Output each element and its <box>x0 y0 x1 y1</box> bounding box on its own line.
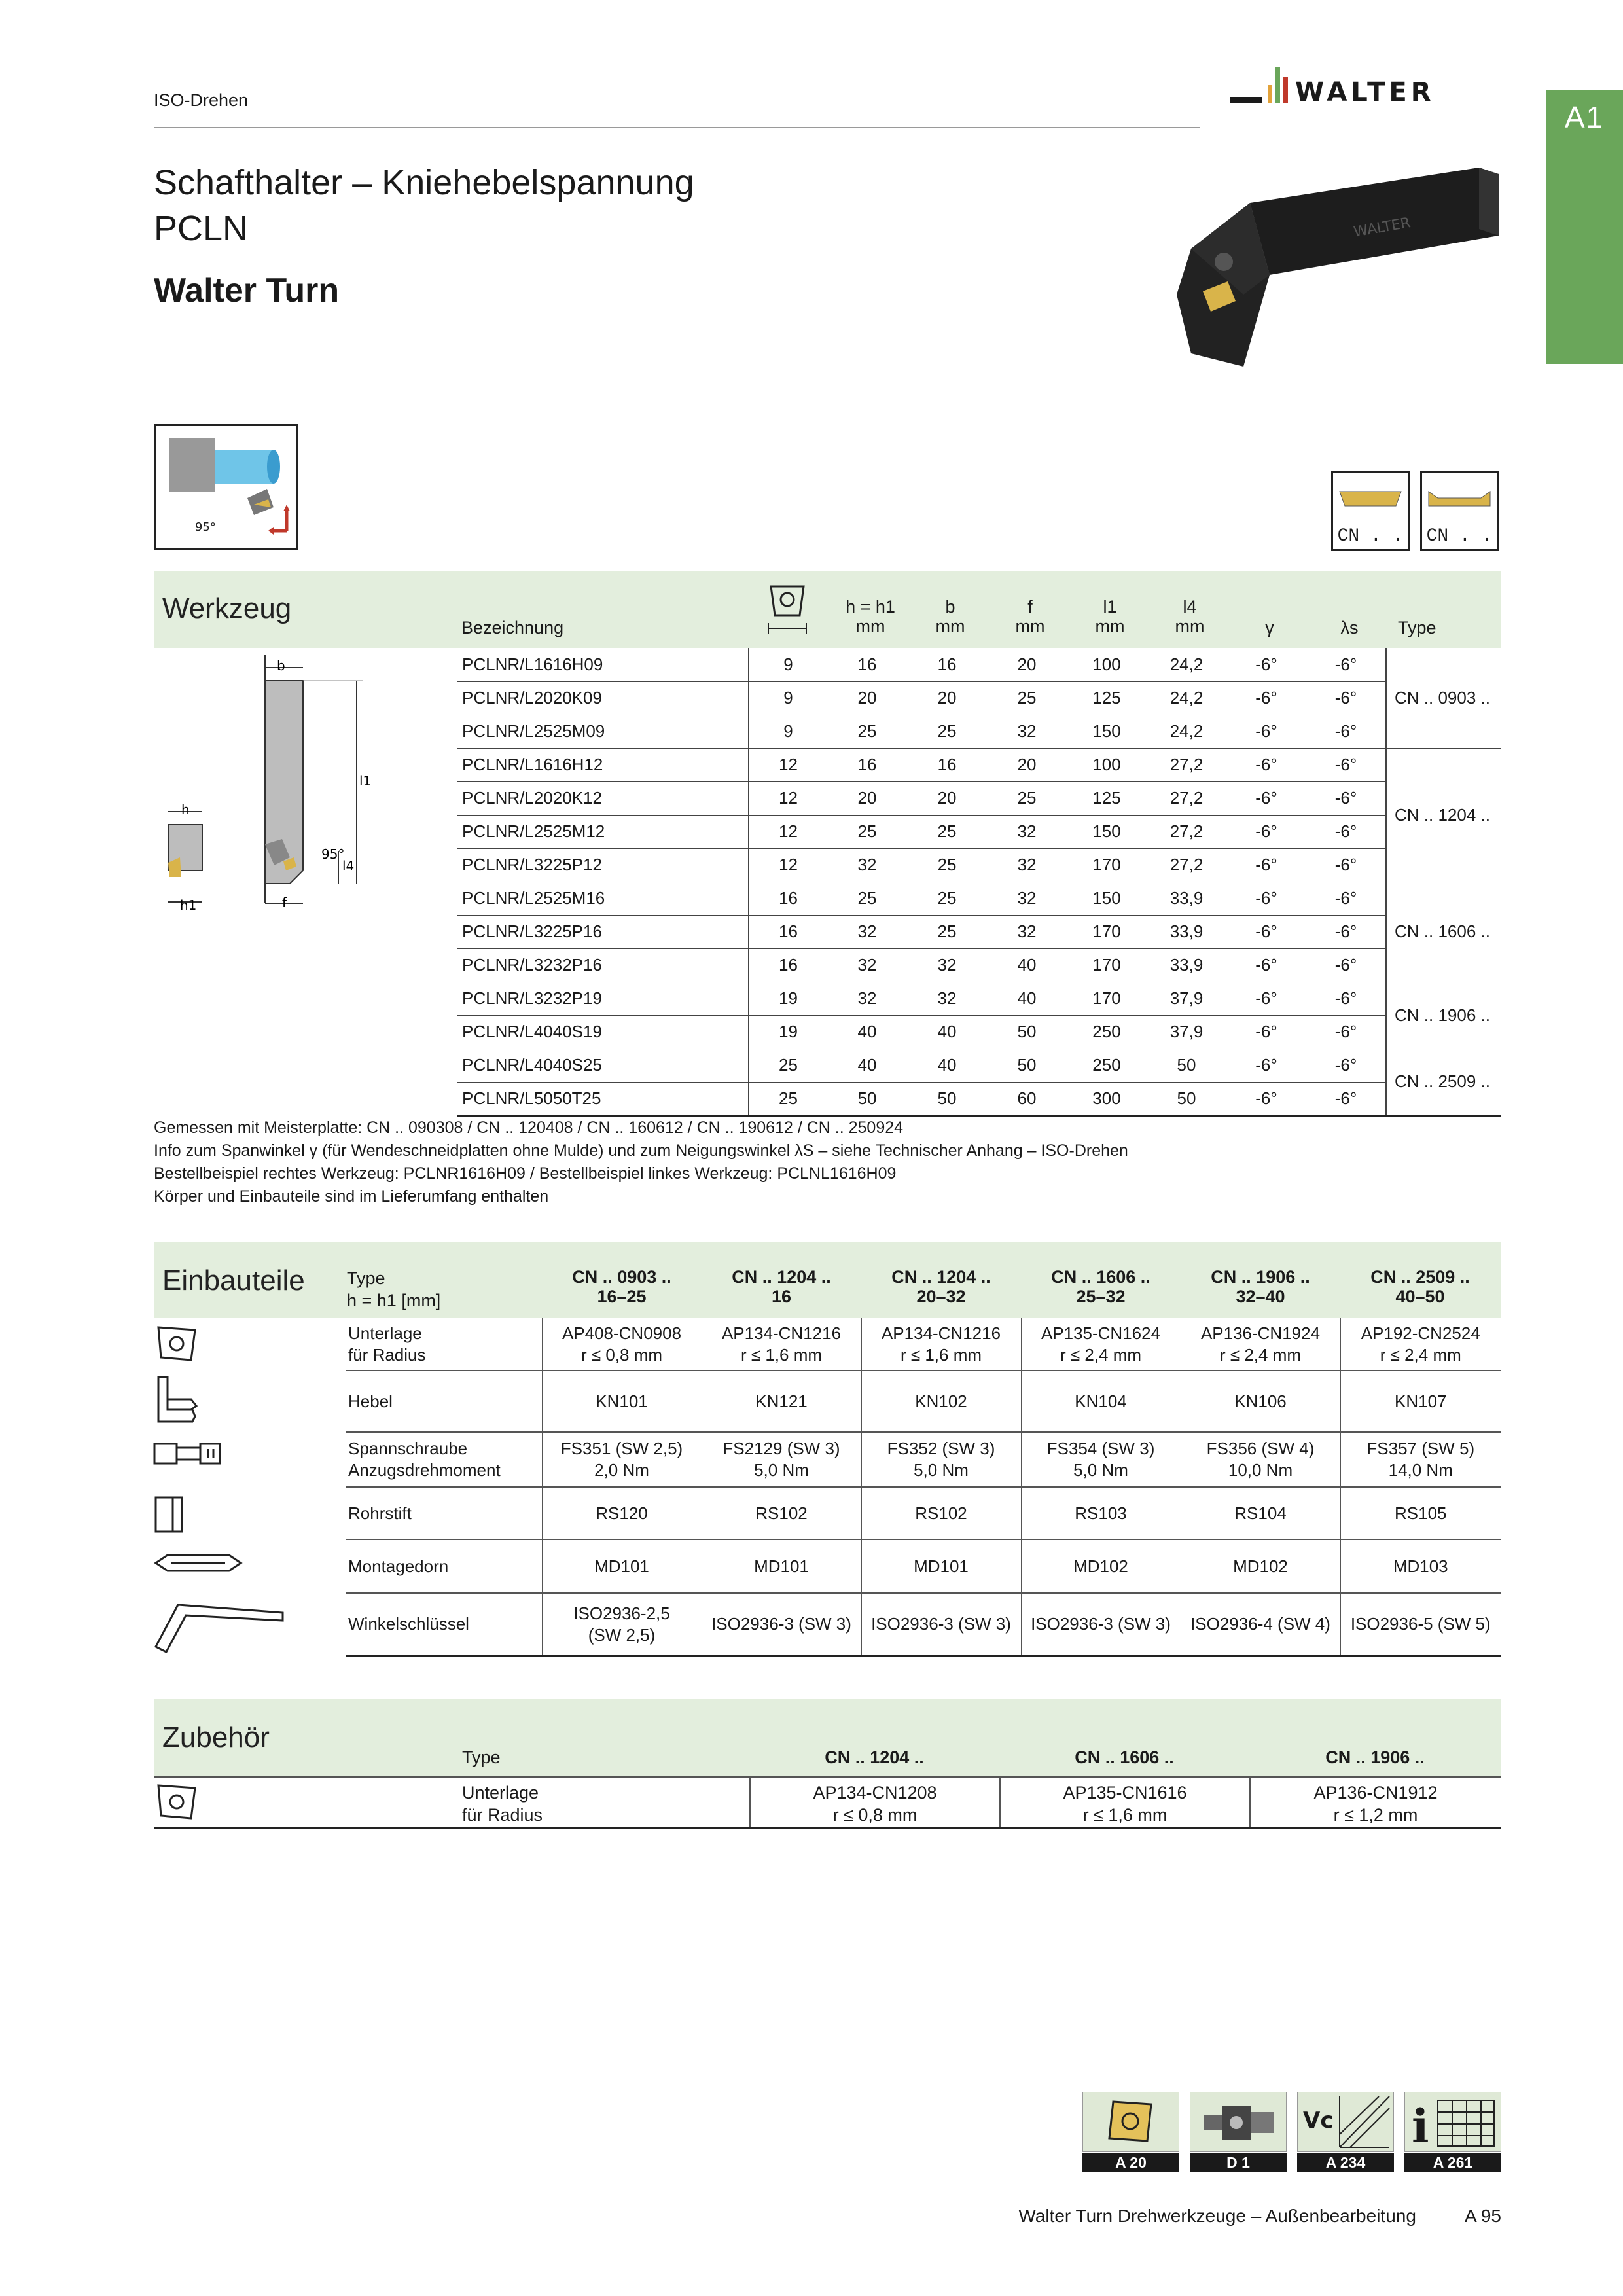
table-cell: 37,9 <box>1147 982 1226 1015</box>
ref-adaptor[interactable] <box>1190 2092 1287 2172</box>
table-cell: 27,2 <box>1147 848 1226 882</box>
shim-icon <box>154 1323 200 1364</box>
table-cell: 16 <box>749 948 827 982</box>
part-cell: MD102 <box>1181 1539 1340 1593</box>
operation-icon <box>154 424 298 550</box>
part-label: Unterlage für Radius <box>346 1318 542 1371</box>
table-cell: 25 <box>749 1049 827 1082</box>
table-cell: 20 <box>907 781 987 815</box>
table-cell: 50 <box>1147 1049 1226 1082</box>
table-cell: -6° <box>1306 648 1386 681</box>
tool-dimension-drawing <box>154 655 455 929</box>
table-cell: 32 <box>827 982 907 1015</box>
table-cell: 27,2 <box>1147 748 1226 781</box>
table-cell: 12 <box>749 848 827 882</box>
table-cell: 40 <box>827 1015 907 1049</box>
table-row <box>457 748 1501 781</box>
svg-text:h1: h1 <box>180 897 197 913</box>
part-label: Winkelschlüssel <box>346 1593 542 1656</box>
table-cell: 24,2 <box>1147 681 1226 715</box>
table-cell: 33,9 <box>1147 882 1226 915</box>
table-cell: 16 <box>749 882 827 915</box>
ref-label: A 234 <box>1297 2153 1394 2172</box>
insert-type: CN .. 1606 .. <box>1386 882 1501 982</box>
part-cell: KN106 <box>1181 1371 1340 1432</box>
table-cell: 50 <box>907 1082 987 1115</box>
ref-info[interactable] <box>1404 2092 1501 2172</box>
part-cell: ISO2936-3 (SW 3) <box>1021 1593 1181 1656</box>
part-label: Rohrstift <box>346 1487 542 1539</box>
insert-badge-label: CN . . <box>1337 526 1404 547</box>
ref-cutting-data[interactable] <box>1297 2092 1394 2172</box>
table-cell: -6° <box>1226 948 1306 982</box>
part-cell: ISO2936-4 (SW 4) <box>1181 1593 1340 1656</box>
part-cell: FS2129 (SW 3) 5,0 Nm <box>702 1432 861 1487</box>
table-cell: -6° <box>1306 1082 1386 1115</box>
col-f: f mm <box>1015 597 1045 636</box>
clamping-screw-icon <box>152 1439 224 1469</box>
svg-text:95°: 95° <box>321 846 345 862</box>
table-cell: 20 <box>907 681 987 715</box>
table-cell: 9 <box>749 681 827 715</box>
svg-text:l1: l1 <box>359 773 372 789</box>
table-cell: -6° <box>1306 948 1386 982</box>
col-gamma: γ <box>1265 618 1274 637</box>
page-subtitle: Walter Turn <box>154 272 340 310</box>
table-cell: -6° <box>1226 648 1306 681</box>
footer-title: Walter Turn Drehwerkzeuge – Außenbearbeitung <box>1018 2206 1416 2226</box>
header-divider <box>154 127 1200 128</box>
table-cell: 20 <box>987 648 1067 681</box>
table-cell: -6° <box>1306 715 1386 748</box>
part-cell: FS354 (SW 3) 5,0 Nm <box>1021 1432 1181 1487</box>
table-row <box>457 848 1501 882</box>
insert-badge-negative <box>1331 471 1410 551</box>
table-cell: 150 <box>1067 715 1147 748</box>
part-cell: MD103 <box>1340 1539 1501 1593</box>
table-cell: -6° <box>1306 1015 1386 1049</box>
table-row <box>457 681 1501 715</box>
table-row <box>457 815 1501 848</box>
part-cell: RS102 <box>702 1487 861 1539</box>
part-cell: KN104 <box>1021 1371 1181 1432</box>
table-cell: 25 <box>987 781 1067 815</box>
table-cell: 25 <box>907 815 987 848</box>
einbauteile-col-head: CN .. 1606 .. 25–32 <box>1051 1267 1150 1306</box>
part-label: Spannschraube Anzugsdrehmoment <box>346 1432 542 1487</box>
table-cell: -6° <box>1306 815 1386 848</box>
zubehoer-cell: AP135-CN1616 r ≤ 1,6 mm <box>999 1778 1249 1827</box>
table-row <box>457 715 1501 748</box>
table-cell: 125 <box>1067 781 1147 815</box>
table-row <box>346 1371 1501 1432</box>
werkzeug-title: Werkzeug <box>162 592 292 624</box>
table-cell: -6° <box>1226 681 1306 715</box>
zubehoer-type-label: Type <box>462 1748 501 1767</box>
part-cell: KN102 <box>861 1371 1021 1432</box>
table-cell: -6° <box>1226 915 1306 948</box>
table-cell: 300 <box>1067 1082 1147 1115</box>
part-cell: KN121 <box>702 1371 861 1432</box>
svg-text:l4: l4 <box>342 858 355 874</box>
table-cell: 24,2 <box>1147 648 1226 681</box>
page-number: A 95 <box>1464 2206 1501 2226</box>
table-cell: -6° <box>1226 1015 1306 1049</box>
table-row <box>457 648 1501 681</box>
table-cell: 50 <box>987 1049 1067 1082</box>
tool-designation: PCLNR/L2525M12 <box>457 815 749 848</box>
part-cell: MD101 <box>861 1539 1021 1593</box>
table-cell: 100 <box>1067 648 1147 681</box>
table-cell: -6° <box>1306 982 1386 1015</box>
table-cell: 9 <box>749 715 827 748</box>
insert-type: CN .. 0903 .. <box>1386 648 1501 748</box>
table-cell: 170 <box>1067 948 1147 982</box>
part-cell: FS356 (SW 4) 10,0 Nm <box>1181 1432 1340 1487</box>
col-h: h = h1 mm <box>846 597 895 636</box>
table-cell: 32 <box>827 915 907 948</box>
table-cell: 16 <box>827 648 907 681</box>
part-cell: RS102 <box>861 1487 1021 1539</box>
table-cell: 100 <box>1067 748 1147 781</box>
table-cell: 32 <box>827 848 907 882</box>
table-cell: 50 <box>1147 1082 1226 1115</box>
table-row <box>457 948 1501 982</box>
table-cell: -6° <box>1306 748 1386 781</box>
svg-text:b: b <box>277 658 285 673</box>
page-title-code: PCLN <box>154 209 249 248</box>
lever-icon <box>152 1373 204 1426</box>
table-cell: -6° <box>1306 848 1386 882</box>
table-row <box>457 915 1501 948</box>
mounting-pin-icon <box>152 1550 245 1576</box>
table-cell: 16 <box>749 915 827 948</box>
part-label: Hebel <box>346 1371 542 1432</box>
table-cell: 40 <box>907 1049 987 1082</box>
table-cell: -6° <box>1306 882 1386 915</box>
table-cell: 33,9 <box>1147 915 1226 948</box>
insert-type: CN .. 1204 .. <box>1386 748 1501 882</box>
tool-designation: PCLNR/L4040S25 <box>457 1049 749 1082</box>
tool-designation: PCLNR/L2525M16 <box>457 882 749 915</box>
zubehoer-cell: AP136-CN1912 r ≤ 1,2 mm <box>1249 1778 1501 1827</box>
table-cell: -6° <box>1226 1049 1306 1082</box>
table-cell: 20 <box>827 781 907 815</box>
table-cell: 40 <box>987 982 1067 1015</box>
part-cell: MD102 <box>1021 1539 1181 1593</box>
chapter-tab-label: A1 <box>1564 100 1605 134</box>
table-cell: -6° <box>1306 915 1386 948</box>
table-cell: -6° <box>1226 748 1306 781</box>
zubehoer-col-head: CN .. 1606 .. <box>1075 1748 1174 1767</box>
table-cell: 25 <box>827 882 907 915</box>
part-cell: RS103 <box>1021 1487 1181 1539</box>
zubehoer-col-head: CN .. 1204 .. <box>825 1748 924 1767</box>
table-cell: 32 <box>987 848 1067 882</box>
part-cell: AP134-CN1216 r ≤ 1,6 mm <box>702 1318 861 1371</box>
col-type: Type <box>1398 618 1436 637</box>
note-line: Körper und Einbauteile sind im Lieferumfang enthalten <box>154 1187 549 1206</box>
table-cell: 25 <box>907 715 987 748</box>
part-cell: AP408-CN0908 r ≤ 0,8 mm <box>542 1318 702 1371</box>
col-lambda: λs <box>1340 618 1359 637</box>
table-cell: 40 <box>987 948 1067 982</box>
insert-size-icon <box>767 583 808 636</box>
table-cell: 12 <box>749 748 827 781</box>
svg-text:WALTER: WALTER <box>1295 77 1435 107</box>
table-cell: 25 <box>827 715 907 748</box>
table-cell: 25 <box>749 1082 827 1115</box>
einbauteile-type-label: Type h = h1 [mm] <box>347 1268 441 1310</box>
table-cell: -6° <box>1226 848 1306 882</box>
tool-designation: PCLNR/L2020K09 <box>457 681 749 715</box>
insert-type: CN .. 1906 .. <box>1386 982 1501 1049</box>
part-cell: AP134-CN1216 r ≤ 1,6 mm <box>861 1318 1021 1371</box>
table-cell: 50 <box>827 1082 907 1115</box>
part-label: Montagedorn <box>346 1539 542 1593</box>
svg-text:i: i <box>1412 2099 1429 2151</box>
table-cell: 20 <box>987 748 1067 781</box>
svg-text:WALTER: WALTER <box>1352 215 1412 241</box>
ref-insert[interactable] <box>1082 2092 1179 2172</box>
table-row <box>346 1487 1501 1539</box>
table-cell: 32 <box>987 715 1067 748</box>
einbauteile-table <box>346 1318 1501 1657</box>
col-b: b mm <box>935 597 965 636</box>
part-cell: ISO2936-2,5 (SW 2,5) <box>542 1593 702 1656</box>
table-cell: 50 <box>987 1015 1067 1049</box>
table-cell: 125 <box>1067 681 1147 715</box>
table-cell: 170 <box>1067 848 1147 882</box>
table-row <box>457 882 1501 915</box>
shim-icon <box>154 1782 200 1822</box>
section-label: ISO-Drehen <box>154 90 249 110</box>
insert-badge-label: CN . . <box>1426 526 1493 547</box>
einbauteile-col-head: CN .. 1906 .. 32–40 <box>1211 1267 1310 1306</box>
hex-key-icon <box>152 1596 289 1656</box>
part-cell: RS105 <box>1340 1487 1501 1539</box>
table-row <box>457 1082 1501 1115</box>
table-row <box>457 1049 1501 1082</box>
einbauteile-title: Einbauteile <box>162 1265 305 1297</box>
insert-type: CN .. 2509 .. <box>1386 1049 1501 1115</box>
table-cell: 250 <box>1067 1015 1147 1049</box>
table-row <box>346 1539 1501 1593</box>
table-cell: 32 <box>987 815 1067 848</box>
part-cell: ISO2936-3 (SW 3) <box>702 1593 861 1656</box>
table-row <box>346 1432 1501 1487</box>
table-cell: -6° <box>1306 781 1386 815</box>
part-cell: ISO2936-5 (SW 5) <box>1340 1593 1501 1656</box>
ref-label: A 20 <box>1082 2153 1179 2172</box>
einbauteile-col-head: CN .. 1204 .. 20–32 <box>891 1267 991 1306</box>
col-l1: l1 mm <box>1095 597 1125 636</box>
part-cell: FS351 (SW 2,5) 2,0 Nm <box>542 1432 702 1487</box>
note-line: Gemessen mit Meisterplatte: CN .. 090308 / CN .. 120408 / CN .. 160612 / CN .. 190612 / CN .. 250924 <box>154 1119 904 1137</box>
part-cell: RS120 <box>542 1487 702 1539</box>
table-cell: -6° <box>1226 882 1306 915</box>
ref-label: D 1 <box>1190 2153 1287 2172</box>
tool-designation: PCLNR/L3232P16 <box>457 948 749 982</box>
table-cell: 25 <box>987 681 1067 715</box>
part-cell: AP192-CN2524 r ≤ 2,4 mm <box>1340 1318 1501 1371</box>
werkzeug-notes <box>154 1117 1128 1208</box>
table-cell: 16 <box>907 748 987 781</box>
table-cell: 150 <box>1067 882 1147 915</box>
tool-designation: PCLNR/L1616H09 <box>457 648 749 681</box>
part-cell: MD101 <box>702 1539 861 1593</box>
table-cell: 170 <box>1067 915 1147 948</box>
zubehoer-cell: AP134-CN1208 r ≤ 0,8 mm <box>749 1778 999 1827</box>
table-cell: -6° <box>1226 982 1306 1015</box>
table-cell: -6° <box>1226 781 1306 815</box>
footer <box>1018 2206 1501 2227</box>
ref-label: A 261 <box>1404 2153 1501 2172</box>
zubehoer-bottom-rule <box>154 1827 1501 1829</box>
table-cell: 19 <box>749 1015 827 1049</box>
table-row <box>457 781 1501 815</box>
page-title: Schafthalter – Kniehebelspannung <box>154 163 694 202</box>
svg-text:h: h <box>181 802 190 817</box>
table-cell: -6° <box>1226 715 1306 748</box>
table-cell: 150 <box>1067 815 1147 848</box>
table-cell: 24,2 <box>1147 715 1226 748</box>
table-cell: 16 <box>827 748 907 781</box>
table-cell: 40 <box>827 1049 907 1082</box>
table-cell: 60 <box>987 1082 1067 1115</box>
insert-badge-chipbreaker <box>1420 471 1499 551</box>
tool-designation: PCLNR/L2525M09 <box>457 715 749 748</box>
tube-pin-icon <box>152 1494 188 1535</box>
svg-text:Vc: Vc <box>1303 2108 1334 2134</box>
part-cell: KN101 <box>542 1371 702 1432</box>
table-cell: -6° <box>1306 681 1386 715</box>
table-cell: 32 <box>987 915 1067 948</box>
table-row <box>346 1318 1501 1371</box>
table-cell: 16 <box>907 648 987 681</box>
einbauteile-col-head: CN .. 2509 .. 40–50 <box>1370 1267 1470 1306</box>
zubehoer-col-head: CN .. 1906 .. <box>1325 1748 1425 1767</box>
table-row <box>457 1015 1501 1049</box>
table-cell: 20 <box>827 681 907 715</box>
zubehoer-row-label: Unterlage für Radius <box>462 1783 543 1825</box>
tool-designation: PCLNR/L4040S19 <box>457 1015 749 1049</box>
table-cell: 25 <box>907 848 987 882</box>
table-cell: 170 <box>1067 982 1147 1015</box>
chapter-tab <box>1546 90 1623 364</box>
table-cell: 32 <box>987 882 1067 915</box>
einbauteile-col-head: CN .. 0903 .. 16–25 <box>572 1267 671 1306</box>
table-cell: 32 <box>907 982 987 1015</box>
table-cell: -6° <box>1226 815 1306 848</box>
tool-designation: PCLNR/L2020K12 <box>457 781 749 815</box>
part-cell: AP136-CN1924 r ≤ 2,4 mm <box>1181 1318 1340 1371</box>
part-cell: FS357 (SW 5) 14,0 Nm <box>1340 1432 1501 1487</box>
note-line: Bestellbeispiel rechtes Werkzeug: PCLNR1616H09 / Bestellbeispiel linkes Werkzeug: PCLNL1616H09 <box>154 1164 897 1183</box>
table-cell: 32 <box>907 948 987 982</box>
table-cell: 33,9 <box>1147 948 1226 982</box>
table-cell: 9 <box>749 648 827 681</box>
table-cell: 250 <box>1067 1049 1147 1082</box>
svg-text:f: f <box>282 895 287 910</box>
table-cell: 40 <box>907 1015 987 1049</box>
part-cell: MD101 <box>542 1539 702 1593</box>
table-cell: 27,2 <box>1147 781 1226 815</box>
zubehoer-title: Zubehör <box>162 1721 270 1753</box>
table-cell: 19 <box>749 982 827 1015</box>
table-cell: -6° <box>1226 1082 1306 1115</box>
werkzeug-table <box>457 648 1501 1117</box>
part-cell: KN107 <box>1340 1371 1501 1432</box>
table-cell: 25 <box>907 882 987 915</box>
svg-text:95°: 95° <box>195 520 216 534</box>
table-cell: 27,2 <box>1147 815 1226 848</box>
tool-designation: PCLNR/L5050T25 <box>457 1082 749 1115</box>
table-row <box>457 982 1501 1015</box>
part-cell: ISO2936-3 (SW 3) <box>861 1593 1021 1656</box>
note-line: Info zum Spanwinkel γ (für Wendeschneidplatten ohne Mulde) und zum Neigungswinkel λS – siehe Technischer Anhang – ISO-Drehen <box>154 1141 1128 1160</box>
table-cell: -6° <box>1306 1049 1386 1082</box>
col-bezeichnung: Bezeichnung <box>461 618 564 637</box>
tool-holder-image <box>1165 164 1505 373</box>
einbauteile-col-head: CN .. 1204 .. 16 <box>732 1267 831 1306</box>
walter-logo <box>1227 63 1502 118</box>
table-cell: 25 <box>827 815 907 848</box>
tool-designation: PCLNR/L3225P16 <box>457 915 749 948</box>
table-row <box>346 1593 1501 1656</box>
tool-designation: PCLNR/L1616H12 <box>457 748 749 781</box>
part-cell: FS352 (SW 3) 5,0 Nm <box>861 1432 1021 1487</box>
col-l4: l4 mm <box>1175 597 1205 636</box>
table-cell: 12 <box>749 781 827 815</box>
table-cell: 12 <box>749 815 827 848</box>
tool-designation: PCLNR/L3232P19 <box>457 982 749 1015</box>
tool-designation: PCLNR/L3225P12 <box>457 848 749 882</box>
part-cell: RS104 <box>1181 1487 1340 1539</box>
table-cell: 25 <box>907 915 987 948</box>
part-cell: AP135-CN1624 r ≤ 2,4 mm <box>1021 1318 1181 1371</box>
table-cell: 37,9 <box>1147 1015 1226 1049</box>
table-cell: 32 <box>827 948 907 982</box>
